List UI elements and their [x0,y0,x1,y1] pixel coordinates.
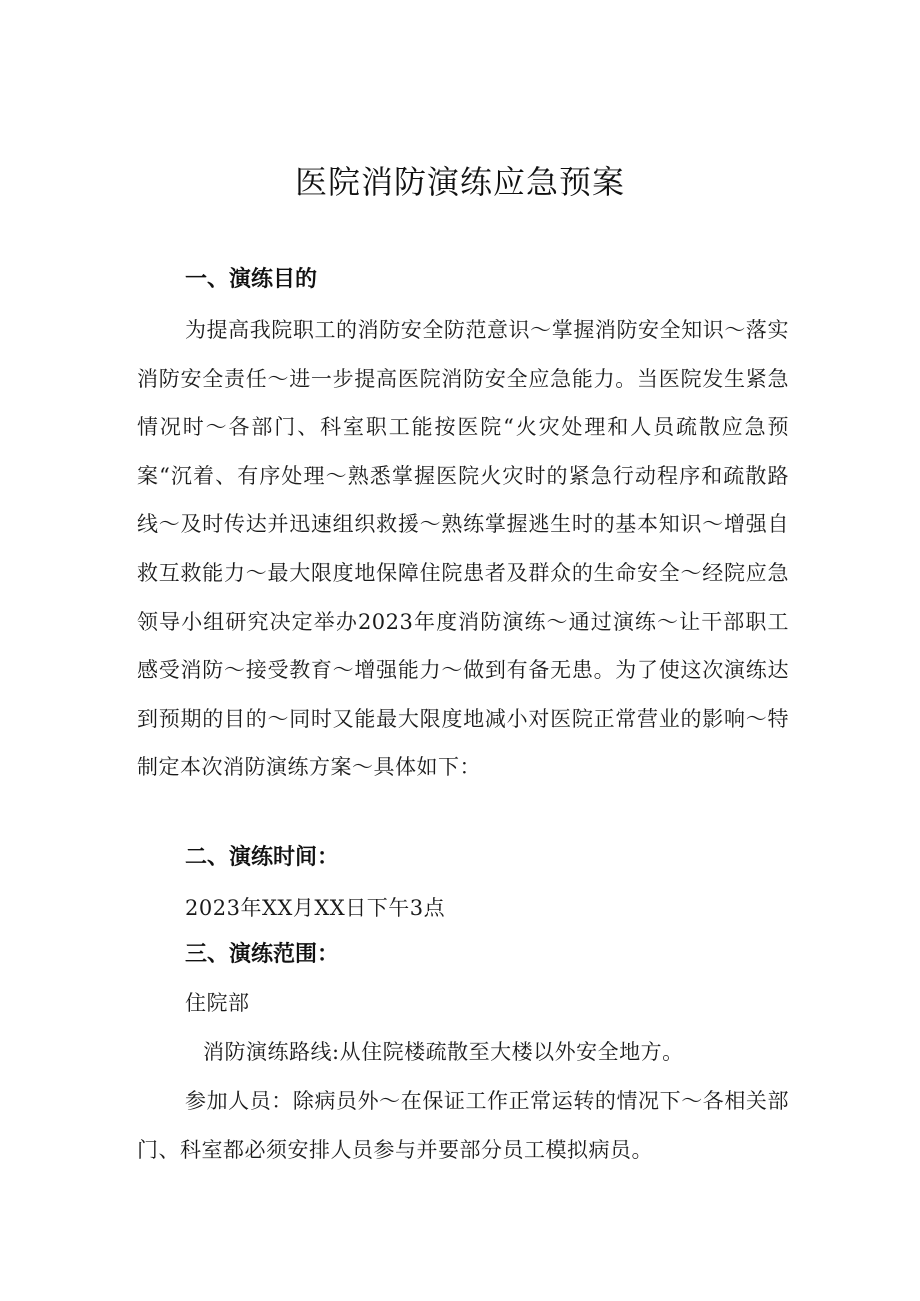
section-heading-purpose: 一、演练目的 [185,267,318,292]
purpose-paragraph: 为提高我院职工的消防安全防范意识～掌握消防安全知识～落实消防安全责任～进一步提高医院消防安全应急能力。当医院发生紧急情况时～各部门、科室职工能按医院“火灾处理和人员疏散应急预案“沉着、有序处理～熟悉掌握医院火灾时的紧急行动程序和疏散路线～及时传达并迅速组织救援～熟练掌握逃生时的基本知识～增强自救互救能力～最大限度地保障住院患者及群众的生命安全～经院应急领导小组研究决定举办2023年度消防演练～通过演练～让干部职工感受消防～接受教育～增强能力～做到有备无患。为了使这次演练达到预期的目的～同时又能最大限度地减小对医院正常营业的影响～特制定本次消防演练方案～具体如下： [137,318,789,780]
drill-time-text: 2023年XX月XX日下午3点 [185,896,446,920]
document-title: 医院消防演练应急预案 [294,163,625,201]
section-heading-time: 二、演练时间： [185,845,340,870]
drill-scope-text: 住院部 [185,991,250,1015]
drill-route-text: 消防演练路线:从住院楼疏散至大楼以外安全地方。 [203,1040,684,1064]
participants-paragraph: 参加人员：除病员外～在保证工作正常运转的情况下～各相关部门、科室都必须安排人员参与并要部分员工模拟病员。 [137,1089,789,1162]
section-heading-scope: 三、演练范围： [185,942,340,967]
